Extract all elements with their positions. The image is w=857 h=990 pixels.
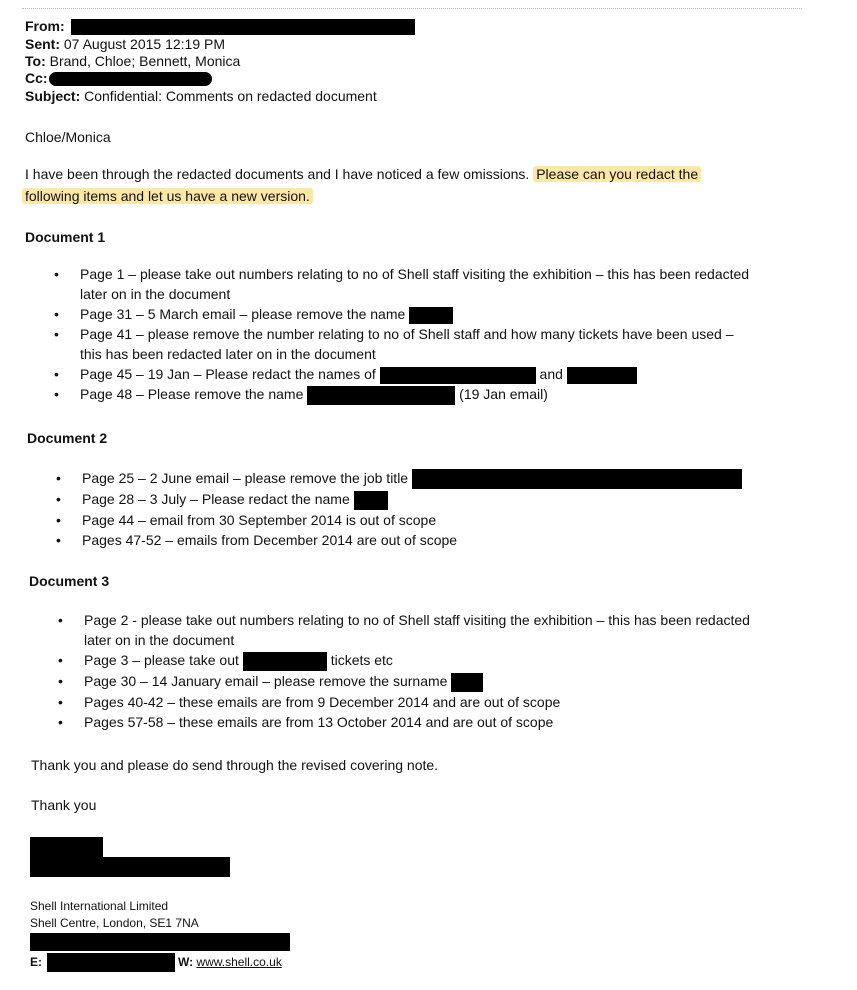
bullet-icon: •: [58, 693, 63, 710]
bullet-icon: •: [54, 266, 59, 282]
item-text-after: (19 Jan email): [459, 386, 548, 402]
list-item: [58, 671, 750, 692]
list-item: [54, 324, 749, 364]
signature-company: Shell International Limited: [30, 899, 169, 913]
cc-line: [25, 70, 212, 87]
bullet-icon: •: [56, 470, 61, 486]
list-item: [58, 650, 750, 671]
document-2-title: Document 2: [27, 430, 108, 446]
item-text-cont: this has been redacted later on in the document: [80, 346, 376, 362]
intro-text: I have been through the redacted documents and I have noticed a few omissions.: [25, 166, 530, 182]
item-text: Page 48 – Please remove the name: [80, 386, 304, 402]
redacted-name: [354, 491, 388, 510]
bullet-icon: •: [54, 366, 59, 382]
redacted-email: [47, 953, 175, 972]
website-link[interactable]: www.shell.co.uk: [196, 955, 282, 969]
redacted-name: [380, 367, 536, 384]
list-item: [58, 712, 750, 732]
item-text: Page 41 – please remove the number relating to no of Shell staff and how many tickets have been used –: [80, 326, 734, 342]
intro-highlight-1: Please can you redact the: [533, 166, 701, 182]
intro-line-2: [22, 186, 313, 206]
document-3-title: Document 3: [29, 573, 110, 589]
list-item: [58, 610, 750, 650]
document-2-list: [56, 468, 742, 550]
list-item: [54, 304, 749, 324]
item-text: Page 28 – 3 July – Please redact the name: [82, 491, 350, 508]
redacted-name: [409, 307, 453, 324]
sent-label: Sent:: [25, 36, 60, 52]
list-item: [54, 264, 750, 304]
intro-line-1: [25, 164, 701, 184]
item-text-cont: later on in the document: [80, 286, 231, 302]
cc-label: Cc:: [25, 70, 48, 86]
bullet-icon: •: [54, 386, 59, 402]
item-text: Page 45 – 19 Jan – Please redact the names of: [80, 366, 376, 382]
item-text: Page 30 – 14 January email – please remove the surname: [84, 672, 448, 689]
bullet-icon: •: [56, 512, 61, 529]
subject-line: [25, 88, 377, 105]
document-3-list: [58, 610, 750, 732]
email-label: E:: [30, 955, 42, 969]
redacted-surname: [451, 673, 483, 692]
list-item: [58, 692, 750, 712]
list-item: [56, 510, 742, 530]
subject-label: Subject:: [25, 88, 81, 104]
document-1-title: Document 1: [25, 229, 106, 245]
list-item: [56, 489, 742, 510]
bullet-icon: •: [54, 306, 59, 322]
sent-line: [25, 36, 225, 53]
item-text: Page 25 – 2 June email – please remove the job title: [82, 470, 409, 486]
item-text: Pages 47-52 – emails from December 2014 are out of scope: [82, 532, 458, 549]
redacted-sender: [71, 19, 415, 35]
from-line: [25, 18, 415, 35]
item-text: Pages 40-42 – these emails are from 9 December 2014 and are out of scope: [84, 693, 561, 710]
list-item: [56, 530, 742, 550]
closing-thank-you: Thank you: [31, 797, 97, 813]
greeting: Chloe/Monica: [25, 129, 111, 145]
bullet-icon: •: [58, 652, 63, 668]
list-item: [54, 364, 749, 384]
subject-value: Confidential: Comments on redacted document: [84, 88, 377, 104]
to-label: To:: [25, 53, 46, 69]
redacted-name: [567, 367, 637, 384]
sent-value: 07 August 2015 12:19 PM: [63, 36, 226, 52]
bullet-icon: •: [54, 326, 59, 342]
redacted-phone: [30, 933, 290, 951]
to-line: [25, 53, 240, 70]
item-text: Page 31 – 5 March email – please remove the name: [80, 306, 406, 322]
from-label: From:: [25, 18, 65, 34]
item-text: Page 2 - please take out numbers relating to no of Shell staff visiting the exhibition – this has been redacted: [84, 612, 750, 628]
web-line: [178, 954, 282, 971]
intro-highlight-2: following items and let us have a new version.: [22, 188, 313, 204]
signature-address: Shell Centre, London, SE1 7NA: [30, 916, 199, 930]
bullet-icon: •: [58, 612, 63, 628]
document-1-list: [54, 264, 750, 405]
closing-note: Thank you and please do send through the revised covering note.: [31, 757, 439, 773]
redacted-name: [307, 386, 455, 405]
item-text: Page 3 – please take out: [84, 652, 239, 668]
redacted-job-title: [412, 469, 742, 489]
bullet-icon: •: [56, 532, 61, 549]
bullet-icon: •: [58, 713, 63, 730]
redacted-signature-1: [30, 837, 103, 859]
redacted-signature-2: [30, 857, 230, 877]
to-value: Brand, Chloe; Bennett, Monica: [49, 53, 241, 69]
redacted-cc: [49, 72, 212, 86]
list-item: [54, 384, 749, 405]
redacted-quantity: [243, 652, 327, 671]
item-text-after: tickets etc: [330, 652, 393, 668]
item-text-mid: and: [539, 366, 563, 382]
top-divider: [22, 8, 802, 9]
bullet-icon: •: [58, 672, 63, 689]
item-text: Page 1 – please take out numbers relating to no of Shell staff visiting the exhibition – this has been redacted: [80, 266, 750, 282]
list-item: [56, 468, 742, 489]
bullet-icon: •: [56, 491, 61, 508]
item-text: Page 44 – email from 30 September 2014 is out of scope: [82, 512, 437, 529]
web-label: W:: [178, 955, 194, 969]
item-text-cont: later on in the document: [84, 632, 235, 648]
item-text: Pages 57-58 – these emails are from 13 October 2014 and are out of scope: [84, 713, 554, 730]
